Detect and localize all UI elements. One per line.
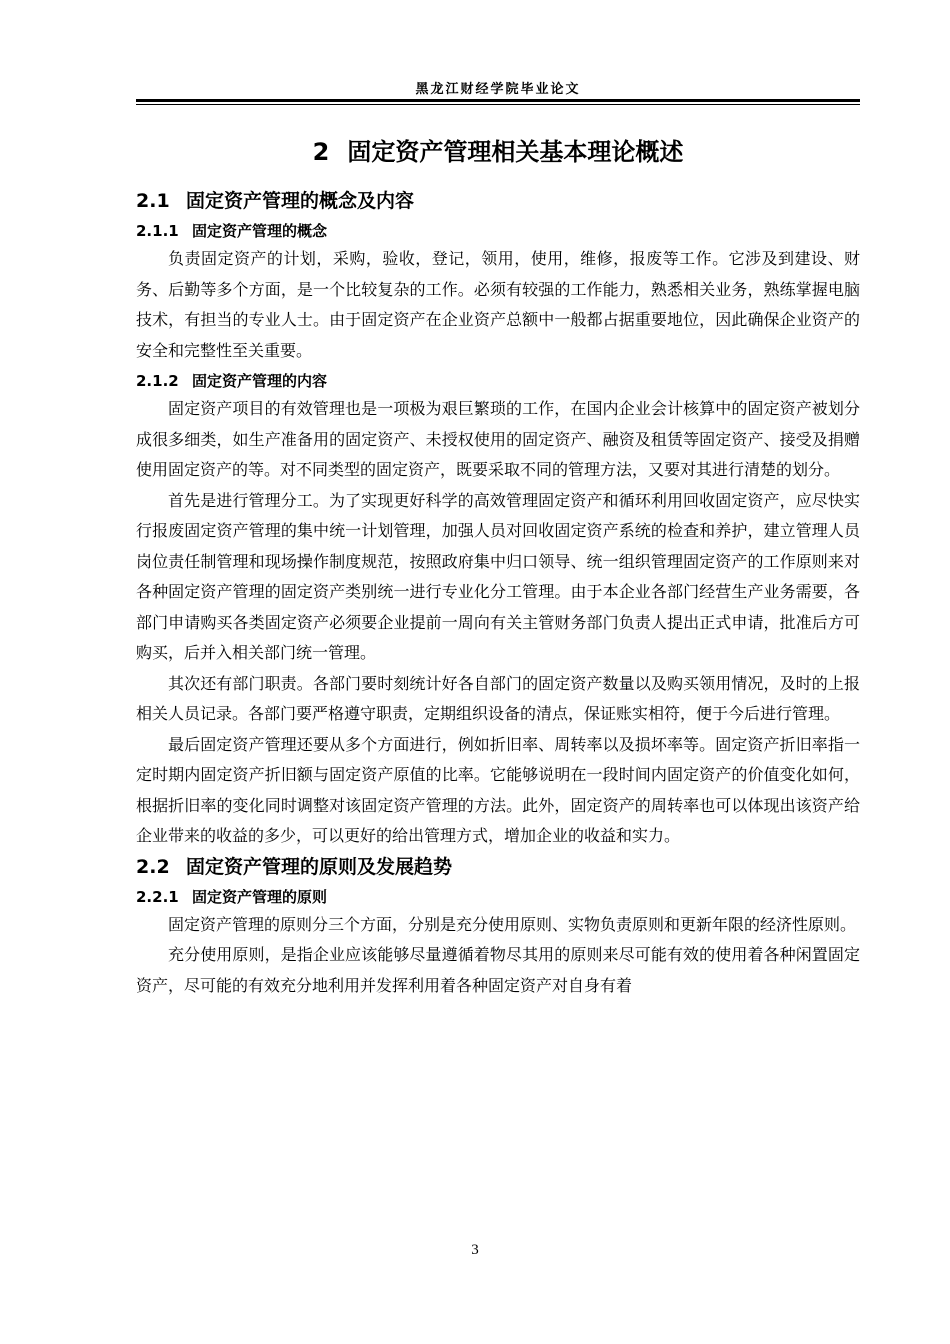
subsection-number: 2.1.2 xyxy=(136,372,179,390)
subsection-heading xyxy=(136,368,860,394)
subsection-heading xyxy=(136,218,860,244)
header-rule-thick xyxy=(136,99,860,102)
section-number: 2.1 xyxy=(136,190,170,212)
chapter-title xyxy=(136,136,860,168)
subsection-number: 2.1.1 xyxy=(136,222,179,240)
page-number: 3 xyxy=(471,1242,479,1258)
subsection-number: 2.2.1 xyxy=(136,887,179,906)
paragraph: 其次还有部门职责。各部门要时刻统计好各自部门的固定资产数量以及购买领用情况，及时的上报相关人员记录。各部门要严格遵守职责，定期组织设备的清点，保证账实相符，便于今后进行管理。 xyxy=(136,673,860,723)
chapter-title-text: 固定资产管理相关基本理论概述 xyxy=(347,138,684,166)
paragraph: 最后固定资产管理还要从多个方面进行，例如折旧率、周转率以及损坏率等。固定资产折旧率指一定时期内固定资产折旧额与固定资产原值的比率。它能够说明在一段时间内固定资产的价值变化如何，根据折旧率的变化同时调整对该固定资产管理的方法。此外，固定资产的周转率也可以体现出该资产给企业带来的收益的多少，可以更好的给出管理方式，增加企业的收益和实力。 xyxy=(136,734,860,845)
paragraph: 固定资产项目的有效管理也是一项极为艰巨繁琐的工作，在国内企业会计核算中的固定资产被划分成很多细类，如生产准备用的固定资产、未授权使用的固定资产、融资及租赁等固定资产、接受及捐赠使用固定资产的等。对不同类型的固定资产，既要采取不同的管理方法，又要对其进行清楚的划分。 xyxy=(136,399,860,479)
header-rule-thin xyxy=(136,104,860,105)
section-heading xyxy=(136,186,860,216)
section-heading xyxy=(136,852,860,882)
subsection-title: 固定资产管理的概念 xyxy=(192,222,328,240)
paragraph: 充分使用原则，是指企业应该能够尽量遵循着物尽其用的原则来尽可能有效的使用着各种闲置固定资产，尽可能的有效充分地利用并发挥利用着各种固定资产对自身有着 xyxy=(136,945,860,995)
subsection-heading xyxy=(136,884,860,910)
section-title: 固定资产管理的原则及发展趋势 xyxy=(186,855,453,878)
subsection-title: 固定资产管理的原则 xyxy=(192,887,328,906)
paragraph: 首先是进行管理分工。为了实现更好科学的高效管理固定资产和循环利用回收固定资产，应尽快实行报废固定资产管理的集中统一计划管理，加强人员对回收固定资产系统的检查和养护，建立管理人员岗位责任制管理和现场操作制度规范，按照政府集中归口领导、统一组织管理固定资产的工作原则来对各种固定资产管理的固定资产类别统一进行专业化分工管理。由于本企业各部门经营生产业务需要，各部门申请购买各类固定资产必须要企业提前一周向有关主管财务部门负责人提出正式申请，批准后方可购买，后并入相关部门统一管理。 xyxy=(136,490,860,662)
subsection-title: 固定资产管理的内容 xyxy=(192,372,328,390)
section-number: 2.2 xyxy=(136,855,170,878)
paragraph: 负责固定资产的计划，采购，验收，登记，领用，使用，维修，报废等工作。它涉及到建设、财务、后勤等多个方面，是一个比较复杂的工作。必须有较强的工作能力，熟悉相关业务，熟练掌握电脑技术，有担当的专业人士。由于固定资产在企业资产总额中一般都占据重要地位，因此确保企业资产的安全和完整性至关重要。 xyxy=(136,249,860,360)
section-title: 固定资产管理的概念及内容 xyxy=(186,190,415,212)
page-body xyxy=(136,128,860,1001)
running-header: 黑龙江财经学院毕业论文 xyxy=(415,82,581,97)
paragraph: 固定资产管理的原则分三个方面，分别是充分使用原则、实物负责原则和更新年限的经济性原则。 xyxy=(168,914,857,934)
chapter-number: 2 xyxy=(312,138,330,166)
